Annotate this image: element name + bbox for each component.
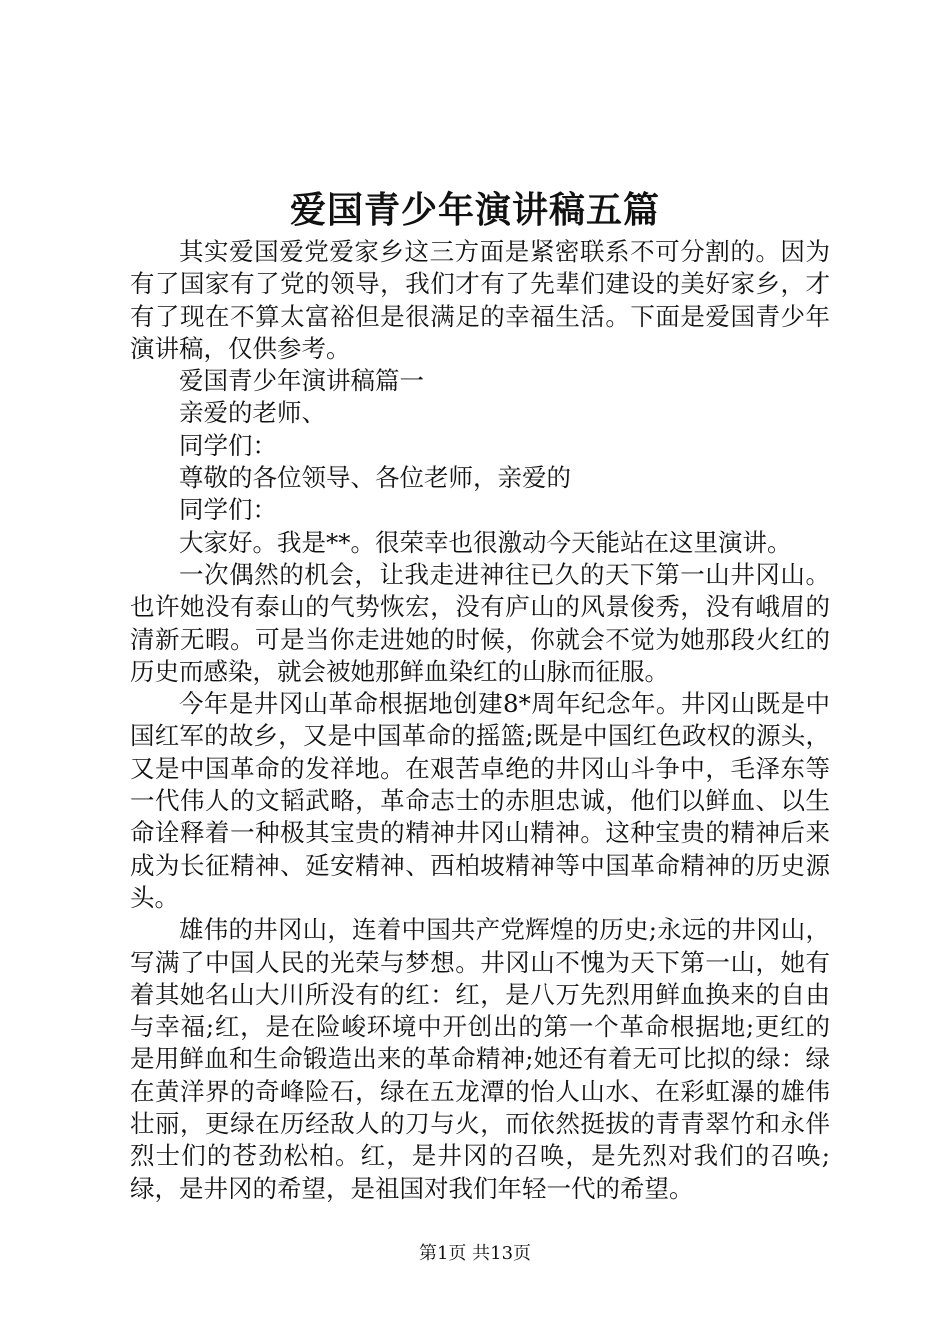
paragraph-body-1: 一次偶然的机会，让我走进神往已久的天下第一山井冈山。也许她没有泰山的气势恢宏，没有庐山的风景俊秀，没有峨眉的清新无暇。可是当你走进她的时候，你就会不觉为她那段火红的历史而感染，就会被她那鲜血染红的山脉而征服。 [130, 559, 830, 686]
paragraph-greeting-3: 尊敬的各位领导、各位老师，亲爱的 [179, 463, 571, 493]
paragraph-intro: 其实爱国爱党爱家乡这三方面是紧密联系不可分割的。因为有了国家有了党的领导，我们才有了先辈们建设的美好家乡，才有了现在不算太富裕但是很满足的幸福生活。下面是爱国青少年演讲稿，仅供参考。 [130, 237, 830, 363]
page-footer: 第1页 共13页 [418, 1243, 532, 1264]
paragraph-opening: 大家好。我是**。很荣幸也很激动今天能站在这里演讲。 [179, 527, 792, 557]
document-body [130, 236, 830, 1205]
paragraph-section-heading: 爱国青少年演讲稿篇一 [179, 366, 424, 396]
paragraph-body-3: 雄伟的井冈山，连着中国共产党辉煌的历史;永远的井冈山，写满了中国人民的光荣与梦想。井冈山不愧为天下第一山，她有着其她名山大川所没有的红：红，是八万先烈用鲜血换来的自由与幸福;红，是在险峻环境中开创出的第一个革命根据地;更红的是用鲜血和生命锻造出来的革命精神;她还有着无可比拟的绿：绿在黄洋界的奇峰险石，绿在五龙潭的怡人山水、在彩虹瀑的雄伟壮丽，更绿在历经敌人的刀与火，而依然挺拔的青青翠竹和永伴烈士们的苍劲松柏。红，是井冈的召唤，是先烈对我们的召唤;绿，是井冈的希望，是祖国对我们年轻一代的希望。 [130, 915, 830, 1203]
paragraph-greeting-2: 同学们： [179, 430, 277, 460]
paragraph-greeting-1: 亲爱的老师、 [179, 398, 326, 428]
paragraph-greeting-4: 同学们： [179, 495, 277, 525]
document-title: 爱国青少年演讲稿五篇 [289, 189, 660, 231]
paragraph-body-2: 今年是井冈山革命根据地创建8*周年纪念年。井冈山既是中国红军的故乡，又是中国革命的摇篮;既是中国红色政权的源头，又是中国革命的发祥地。在艰苦卓绝的井冈山斗争中，毛泽东等一代伟人的文韬武略，革命志士的赤胆忠诚，他们以鲜血、以生命诠释着一种极其宝贵的精神井冈山精神。这种宝贵的精神后来成为长征精神、延安精神、西柏坡精神等中国革命精神的历史源头。 [130, 689, 830, 912]
